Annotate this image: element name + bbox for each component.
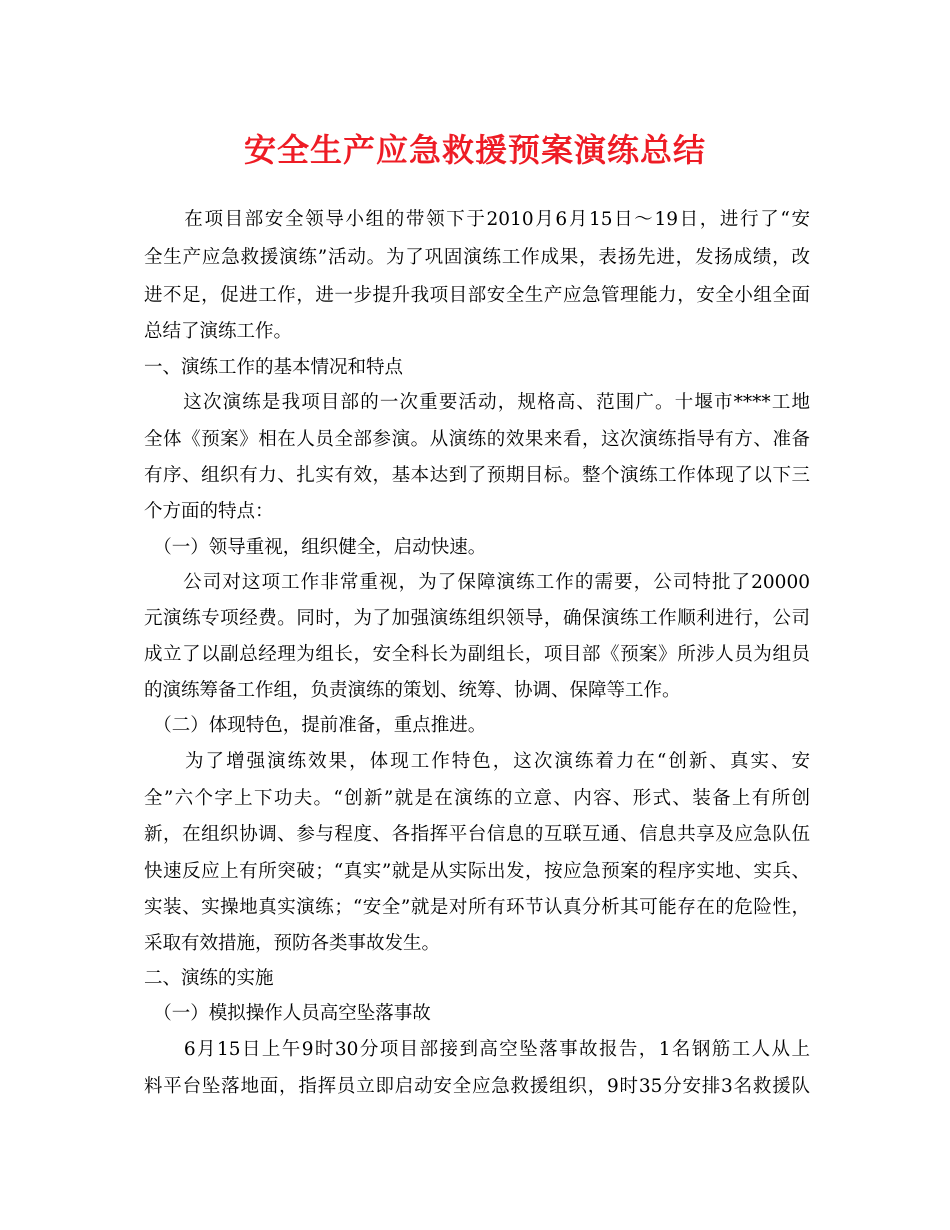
paragraph-line: 6月15日上午9时30分项目部接到高空坠落事故报告，1名钢筋工人从上: [144, 1039, 810, 1060]
paragraph-line: 全生产应急救援演练”活动。为了巩固演练工作成果，表扬先进，发扬成绩，改: [144, 247, 810, 268]
paragraph-line: 实装、实操地真实演练；“安全”就是对所有环节认真分析其可能存在的危险性，: [144, 897, 810, 918]
subsection-heading: （二）体现特色，提前准备，重点推进。: [144, 715, 487, 736]
paragraph-line: 全体《预案》相在人员全部参演。从演练的效果来看，这次演练指导有方、准备: [144, 429, 810, 450]
paragraph-line: 新，在组织协调、参与程度、各指挥平台信息的互联互通、信息共享及应急队伍: [144, 824, 810, 845]
paragraph-line: 全”六个字上下功夫。“创新”就是在演练的立意、内容、形式、装备上有所创: [144, 788, 810, 809]
paragraph-line: 进不足，促进工作，进一步提升我项目部安全生产应急管理能力，安全小组全面: [144, 285, 810, 306]
paragraph-line: 公司对这项工作非常重视，为了保障演练工作的需要，公司特批了20000: [144, 572, 810, 593]
section-heading: 二、演练的实施: [144, 968, 274, 989]
paragraph-line: 采取有效措施，预防各类事故发生。: [144, 933, 441, 954]
paragraph-line: 在项目部安全领导小组的带领下于2010月6月15日～19日，进行了“安: [144, 209, 810, 230]
subsection-heading: （一）领导重视，组织健全，启动快速。: [144, 537, 487, 558]
paragraph-line: 个方面的特点：: [144, 501, 274, 522]
document-title: 安全生产应急救援预案演练总结: [243, 131, 706, 169]
subsection-heading: （一）模拟操作人员高空坠落事故: [144, 1003, 431, 1024]
paragraph-line: 有序、组织有力、扎实有效，基本达到了预期目标。整个演练工作体现了以下三: [144, 465, 810, 486]
paragraph-line: 快速反应上有所突破；“真实”就是从实际出发，按应急预案的程序实地、实兵、: [144, 861, 810, 882]
paragraph-line: 总结了演练工作。: [144, 321, 293, 342]
section-heading: 一、演练工作的基本情况和特点: [144, 357, 404, 378]
paragraph-line: 元演练专项经费。同时，为了加强演练组织领导，确保演练工作顺利进行，公司: [144, 608, 810, 629]
paragraph-line: 成立了以副总经理为组长，安全科长为副组长，项目部《预案》所涉人员为组员: [144, 644, 810, 665]
paragraph-line: 的演练筹备工作组，负责演练的策划、统筹、协调、保障等工作。: [144, 680, 681, 701]
paragraph-line: 为了增强演练效果，体现工作特色，这次演练着力在“创新、真实、安: [144, 751, 810, 772]
paragraph-line: 这次演练是我项目部的一次重要活动，规格高、范围广。十堰市****工地: [144, 392, 810, 413]
paragraph-line: 料平台坠落地面，指挥员立即启动安全应急救援组织，9时35分安排3名救援队: [144, 1076, 810, 1097]
